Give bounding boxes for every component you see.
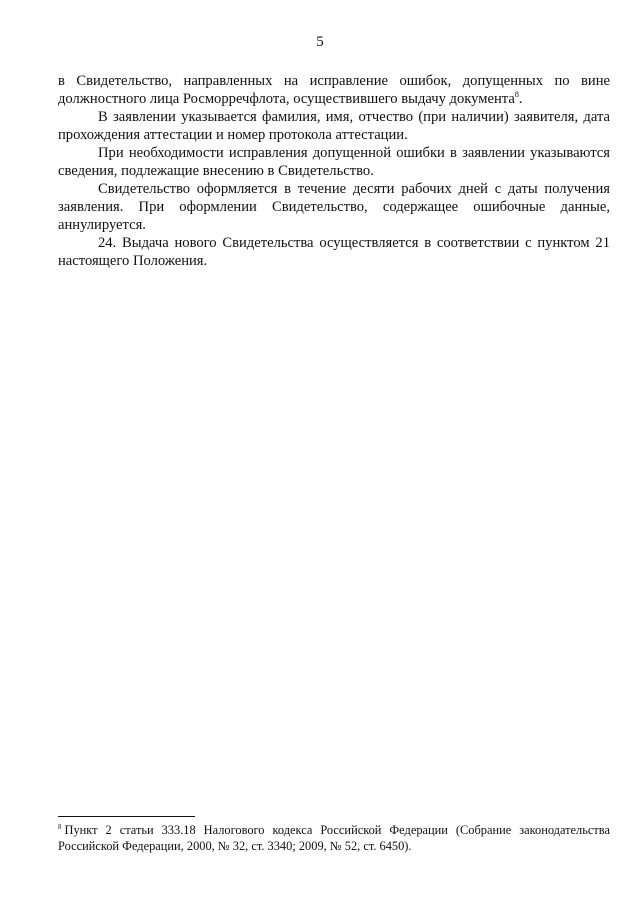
paragraph-error-correction: При необходимости исправления допущенной ошибки в заявлении указываются сведения, подлежащие внесению в Свидетельство. bbox=[58, 145, 610, 179]
footnote-reference: 8 bbox=[514, 90, 519, 100]
footnote-text: Пункт 2 статьи 333.18 Налогового кодекса Российской Федерации (Собрание законодательства Российской Федерации, 2000, № 32, ст. 3340; 2009, № 52, ст. 6450). bbox=[58, 823, 610, 853]
page-number: 5 bbox=[316, 34, 324, 50]
paragraph-item-24: 24. Выдача нового Свидетельства осуществляется в соответствии с пунктом 21 настоящего Положения. bbox=[58, 235, 610, 269]
paragraph-application-contents: В заявлении указывается фамилия, имя, отчество (при наличии) заявителя, дата прохождения аттестации и номер протокола аттестации. bbox=[58, 109, 610, 143]
paragraph-continuation bbox=[58, 72, 610, 108]
footnote bbox=[58, 822, 610, 854]
footnote-separator bbox=[58, 816, 195, 817]
paragraph-text: в Свидетельство, направленных на исправление ошибок, допущенных по вине должностного лица Росморречфлота, осуществившего выдачу документа bbox=[58, 73, 610, 107]
body-text bbox=[58, 72, 610, 270]
paragraph-punctuation: . bbox=[518, 91, 523, 107]
footnote-marker: 8 bbox=[58, 822, 62, 831]
paragraph-issuance-term: Свидетельство оформляется в течение десяти рабочих дней с даты получения заявления. При оформлении Свидетельство, содержащее ошибочные данные, аннулируется. bbox=[58, 181, 610, 233]
